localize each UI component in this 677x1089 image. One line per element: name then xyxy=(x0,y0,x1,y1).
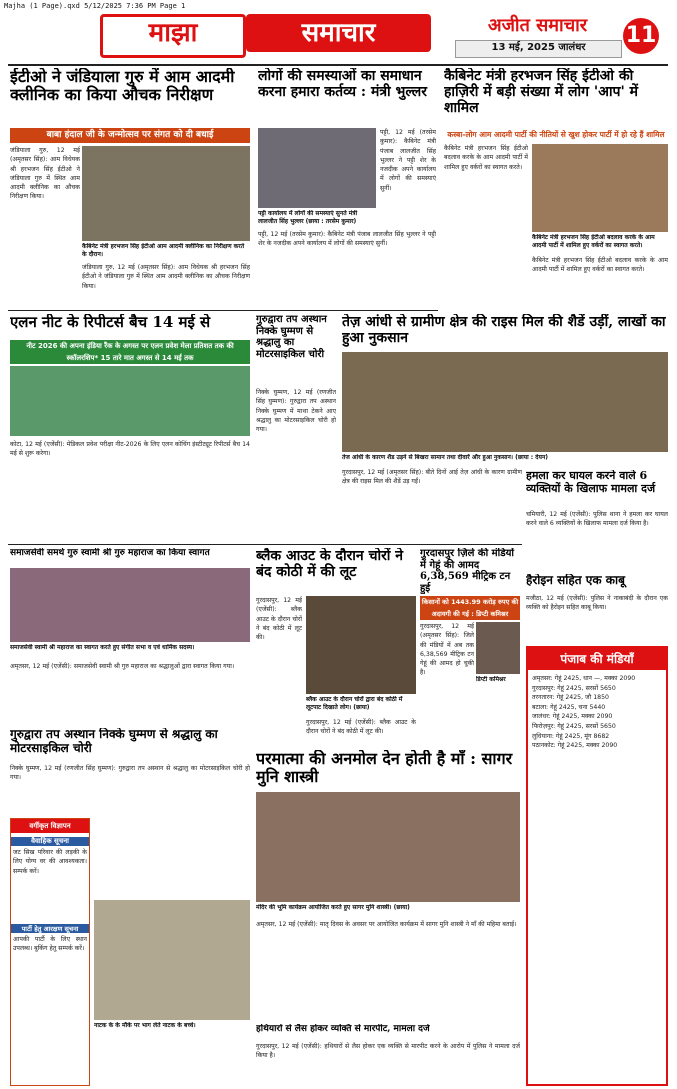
classified-matrimonial-title: वैवाहिक सूचना xyxy=(11,837,89,846)
story4-subhead: नीट 2026 की अपना इंडिया रैंक के अगस्त पर एलन प्रवेश मेला प्रतिशत तक की स्कॉलरशिप* 15 तारे मात अगस्त से 14 मई तक xyxy=(10,340,250,364)
story12-body: निक्के घुम्मण, 12 मई (रणजीत सिंह घुम्मण): गुरुद्वारा तप अस्थान से श्रद्धालु का मोटरसाइकिल चोरी हो गया। xyxy=(10,765,250,782)
classifieds-photo xyxy=(94,900,250,1020)
story7-headline: हमला कर घायल करने वाले 6 व्यक्तियों के खिलाफ मामला दर्ज xyxy=(526,470,656,495)
story3-body-2: कैबिनेट मंत्री हरभजन सिंह ईटीओ बदलाव करके के आम आदमी पार्टी में शामिल हुए वर्करों का स्वागत करते। xyxy=(532,257,668,274)
masthead-brand-block xyxy=(455,14,670,64)
mandi-row: अमृतसर: गेहूं 2425, धान —, मक्का 2090 xyxy=(532,675,636,682)
story4-headline: एलन नीट के रिपीटर्स बैच 14 मई से xyxy=(10,314,211,331)
brand-name: अजीत समाचार xyxy=(487,15,588,36)
story12-headline: गुरुद्वारा तप अस्थान निक्के घुम्मण से श्रद्धालु का मोटरसाइकिल चोरी xyxy=(10,728,218,755)
issue-date: 13 मई, 2025 जालंधर xyxy=(455,40,622,58)
masthead-logo xyxy=(10,14,440,64)
mandi-list xyxy=(528,670,666,755)
story1-caption: कैबिनेट मंत्री हरभजन सिंह ईटीओ आम आदमी क्लीनिक का निरीक्षण करते के दौरान। xyxy=(82,243,245,258)
story2-side-body: पट्टी, 12 मई (तरसेम कुमार): कैबिनेट मंत्री पंजाब लालजीत सिंह भुल्लर ने पट्टी शेर के नजदीक अपने कार्यालय में लोगों की समस्याएं सुनीं। xyxy=(380,129,436,192)
story6-photo xyxy=(342,352,668,452)
story8-body: मजीठा, 12 मई (एजेंसी): पुलिस ने नाकाबंदी के दौरान एक व्यक्ति को हैरोइन सहित काबू किया। xyxy=(526,595,668,612)
story10-body-2: गुरदासपुर, 12 मई (एजेंसी): ब्लैक आउट के दौरान चोरों ने बंद कोठी में लूट की। xyxy=(306,719,416,736)
classifieds-box xyxy=(10,818,90,1086)
story15-headline: हथियारों से लैस होकर व्यक्ति से मारपीट, मामला दर्ज xyxy=(256,1024,430,1034)
story2-headline: लोगों की समस्याओं का समाधान करना हमारा कर्तव्य : मंत्री भुल्लर xyxy=(258,68,427,101)
story3-photo xyxy=(532,144,668,232)
masthead-divider xyxy=(8,64,668,66)
story15-body: गुरदासपुर, 12 मई (एजेंसी): हथियारों से लैस होकर एक व्यक्ति से मारपीट करने के आरोप में पुलिस ने मामला दर्ज किया है। xyxy=(256,1043,520,1060)
story3-body: कैबिनेट मंत्री हरभजन सिंह ईटीओ बदलाव करके के आम आदमी पार्टी में शामिल हुए वर्करों का स्वागत करते। xyxy=(444,145,528,171)
story9-body: अमृतसर, 12 मई (एजेंसी): समाजसेवी स्वामी श्री गुरु महाराज का श्रद्धालुओं द्वारा स्वागत किया गया। xyxy=(10,663,235,670)
story2-photo xyxy=(258,128,376,208)
story11-caption: डिप्टी कमिश्नर xyxy=(476,676,506,683)
logo-majha: माझा xyxy=(100,14,246,58)
story10-photo xyxy=(306,596,416,694)
mandi-row: जालंधर: गेहूं 2425, मक्का 2090 xyxy=(532,713,613,721)
mandi-row: फिरोज़पुर: गेहूं 2425, सरसों 5650 xyxy=(532,723,616,731)
story10-caption: ब्लैक आउट के दौरान चोरों द्वारा बंद कोठी में लूटपाट दिखाते लोग। (छाया) xyxy=(306,696,403,711)
story1-subhead: बाबा हंदाल जी के जन्मोत्सव पर संगत को दी बधाई xyxy=(10,128,250,143)
story4-photo xyxy=(10,366,250,436)
story9-caption: समाजसेवी स्वामी श्री महाराज का स्वागत करते हुए संगीत सभा व एवं धार्मिक सदस्य। xyxy=(10,644,195,651)
mandi-row: गुरदासपुर: गेहूं 2425, सरसों 5650 xyxy=(532,684,616,692)
story10-body: गुरदासपुर, 12 मई (एजेंसी): ब्लैक आउट के दौरान चोरों ने बंद कोठी में लूट की। xyxy=(256,597,302,642)
story1-body: जंडियाला गुरु, 12 मई (अमृतसर सिंह): आम विधेयक श्री हरभजन सिंह ईटीओ ने जंडियाला गुरु में स्थित आम आदमी क्लीनिक का औचक निरीक्षण किया। xyxy=(10,147,80,201)
story1-body-2: जंडियाला गुरु, 12 मई (अमृतसर सिंह): आम विधेयक श्री हरभजन सिंह ईटीओ ने जंडियाला गुरु में स्थित आम आदमी क्लीनिक का औचक निरीक्षण किया। xyxy=(82,264,250,290)
story4-body: कोटा, 12 मई (एजेंसी): मेडिकल प्रवेश परीक्षा नीट-2026 के लिए एलन कोचिंग इंस्टीट्यूट रिपीटर्स बैच 14 मई से शुरू करेगा। xyxy=(10,441,250,458)
story2-caption: पट्टी कार्यालय में लोगों की समस्याएं सुनते मंत्री लालजीत सिंह भुल्लर (छाया : तरसेम कुमार) xyxy=(258,210,358,225)
story13-photo xyxy=(256,792,520,902)
story6-headline: तेज़ आंधी से ग्रामीण क्षेत्र की राइस मिल की शैडें उड़ीं, लाखों का हुआ नुकसान xyxy=(342,314,666,347)
story3-headline: कैबिनेट मंत्री हरभजन सिंह ईटीओ की हाज़िरी में बड़ी संख्या में लोग 'आप' में शामिल xyxy=(444,68,639,117)
story9-photo xyxy=(10,568,250,642)
story3-caption: कैबिनेट मंत्री हरभजन सिंह ईटीओ बदलाव करके के आम आदमी पार्टी में शामिल हुए वर्करों का स्वागत करते। xyxy=(532,234,655,249)
story7-body: चमियारी, 12 मई (एजेंसी): पुलिस थाना ने हमला कर घायल करने वाले 6 व्यक्तियों के खिलाफ मामला दर्ज किया है। xyxy=(526,511,668,528)
story2-body: पट्टी, 12 मई (तरसेम कुमार): कैबिनेट मंत्री पंजाब लालजीत सिंह भुल्लर ने पट्टी शेर के नजदीक अपने कार्यालय में लोगों की समस्याएं सुनीं। xyxy=(258,231,436,248)
story13-caption: मंदिर की भूमि कार्यक्रम आयोजित करते हुए सागर मुनि शास्त्री। (छाया) xyxy=(256,904,410,911)
story9-headline: समाजसेवी समर्थ गुरु स्वामी श्री गुरु महाराज का किया स्वागत xyxy=(10,548,210,558)
classified-matrimonial-text: जट सिख परिवार की लड़की के लिए योग्य वर की आवश्यकता। सम्पर्क करें। xyxy=(13,849,87,875)
classifieds-photo-caption: नाटक के के मौके पर भाग लेते नाटक के बच्चे। xyxy=(94,1022,196,1029)
mandi-row: बटाला: गेहूं 2425, चना 5440 xyxy=(532,703,606,711)
file-info-line: Majha (1 Page).qxd 5/12/2025 7:36 PM Page 1 xyxy=(4,2,186,10)
logo-samachar: समाचार xyxy=(246,14,431,52)
story10-headline: ब्लैक आउट के दौरान चोरों ने बंद कोठी में की लूट xyxy=(256,548,404,581)
mandi-title: पंजाब की मंडियाँ xyxy=(528,648,666,670)
story5-headline: गुरुद्वारा तप अस्थान निक्के घुम्मण से श्रद्धालु का मोटरसाइकिल चोरी xyxy=(256,314,327,360)
story11-subhead: किसानों को 1443.99 करोड़ रुपए की अदायगी की गई : डिप्टी कमिश्नर xyxy=(421,598,519,618)
story3-subhead: कस्बा-लोग आम आदमी पार्टी की नीतियों से खुश होकर पार्टी में हो रहे हैं शामिल xyxy=(444,128,668,142)
classifieds-title: वर्गीकृत विज्ञापन xyxy=(11,819,89,833)
classified-reservation-title: पार्टी हेतु आरक्षण सूचना xyxy=(11,924,89,933)
story13-headline: परमात्मा की अनमोल देन होती है माँ : सागर मुनि शास्त्री xyxy=(256,750,513,787)
story11-photo xyxy=(476,622,520,674)
divider-row2 xyxy=(8,544,522,545)
story11-headline: गुरदासपुर ज़िले की मंडियों में गेहूं की आमद 6,38,569 मीट्रिक टन हुई xyxy=(420,548,514,594)
mandi-box xyxy=(526,646,668,1086)
story1-photo xyxy=(82,146,250,241)
story1-headline: ईटीओ ने जंडियाला गुरु में आम आदमी क्लीनिक का किया औचक निरीक्षण xyxy=(10,68,235,105)
mandi-row: तरनतारन: गेहूं 2425, जौ 1850 xyxy=(532,694,609,702)
classified-reservation-text: आपकी पार्टी के लिए स्थान उपलब्ध। बुकिंग हेतु सम्पर्क करें। xyxy=(13,936,87,953)
divider-row1 xyxy=(8,310,438,311)
page-number: 11 xyxy=(623,18,659,54)
story8-headline: हैरोइन सहित एक काबू xyxy=(526,574,625,587)
story6-body: गुरदासपुर, 12 मई (अमृतसर सिंह): बीते दिनों आई तेज़ आंधी के कारण ग्रामीण क्षेत्र की राइस मिल की शैडें उड़ गईं। xyxy=(342,469,522,486)
story13-body: अमृतसर, 12 मई (एजेंसी): मातृ दिवस के अवसर पर आयोजित कार्यक्रम में सागर मुनि शास्त्री ने माँ की महिमा बताई। xyxy=(256,921,517,928)
mandi-row: लुधियाना: गेहूं 2425, मूंग 8682 xyxy=(532,732,610,740)
story5-body: निक्के घुम्मण, 12 मई (रणजीत सिंह घुम्मण): गुरुद्वारा तप अस्थान निक्के घुम्मण में माथा टेकने आए श्रद्धालु का मोटरसाइकिल चोरी हो गया। xyxy=(256,389,336,434)
story6-caption: तेज आंधी के कारण शैड उड़ने से बिखरा सामान तथा दीवारें और हुआ नुकसान। (छाया : देयन) xyxy=(342,454,549,461)
mandi-row: पठानकोट: गेहूं 2425, मक्का 2090 xyxy=(532,742,618,750)
story11-body: गुरदासपुर, 12 मई (अमृतसर सिंह): जिले की मंडियों में अब तक 6,38,569 मीट्रिक टन गेहूं की आमद हो चुकी है। xyxy=(420,623,474,677)
